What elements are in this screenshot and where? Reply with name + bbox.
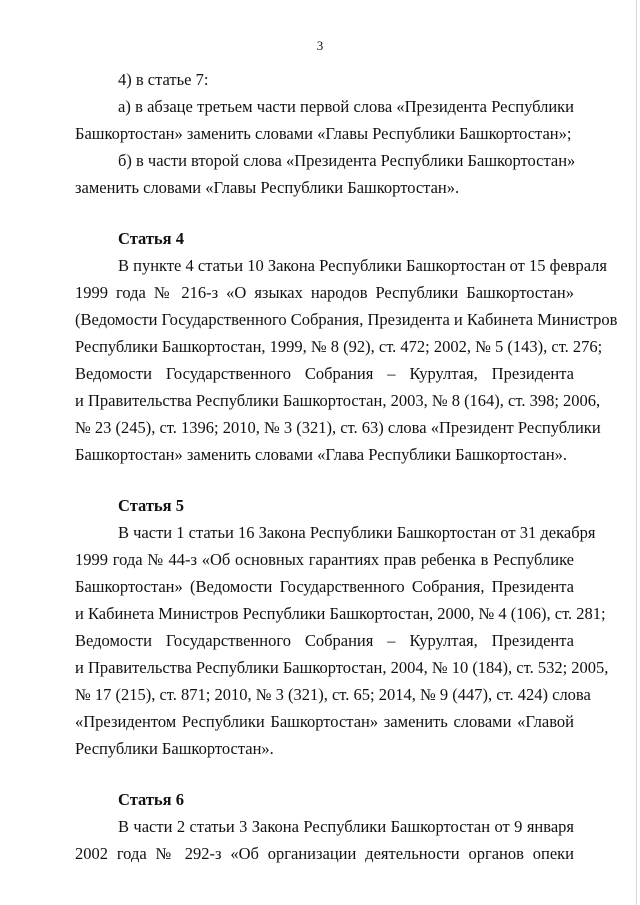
paragraph-line: № 23 (245), ст. 1396; 2010, № 3 (321), ст. 63) слова «Президент Республики: [75, 418, 601, 437]
paragraph-line: и Правительства Республики Башкортостан, 2004, № 10 (184), ст. 532; 2005,: [75, 658, 609, 677]
paragraph-line: Республики Башкортостан, 1999, № 8 (92), ст. 472; 2002, № 5 (143), ст. 276;: [75, 337, 603, 356]
paragraph-line: и Кабинета Министров Республики Башкортостан, 2000, № 4 (106), ст. 281;: [75, 604, 606, 623]
paragraph-line: В части 2 статьи 3 Закона Республики Башкортостан от 9 января: [118, 817, 574, 836]
list-item-text: 4) в статье 7:: [118, 70, 209, 89]
page-edge-line: [636, 0, 637, 905]
paragraph-line: Ведомости Государственного Собрания – Курултая, Президента: [75, 631, 574, 650]
paragraph-line: Башкортостан» (Ведомости Государственного Собрания, Президента: [75, 577, 574, 596]
article-heading: Статья 6: [118, 790, 184, 809]
paragraph-line: Башкортостан» заменить словами «Глава Республики Башкортостан».: [75, 445, 568, 464]
paragraph-line: (Ведомости Государственного Собрания, Президента и Кабинета Министров: [75, 310, 618, 329]
paragraph-line: 1999 года № 216-з «О языках народов Республики Башкортостан»: [75, 283, 574, 302]
paragraph-line: В пункте 4 статьи 10 Закона Республики Башкортостан от 15 февраля: [118, 256, 607, 275]
article-heading: Статья 5: [118, 496, 184, 515]
page-number: 3: [316, 38, 324, 53]
paragraph-line: В части 1 статьи 16 Закона Республики Башкортостан от 31 декабря: [118, 523, 596, 542]
paragraph-line: 2002 года № 292-з «Об организации деятельности органов опеки: [75, 844, 574, 863]
paragraph-line: а) в абзаце третьем части первой слова «Президента Республики: [118, 97, 574, 116]
paragraph-line: Ведомости Государственного Собрания – Курултая, Президента: [75, 364, 574, 383]
paragraph-line: № 17 (215), ст. 871; 2010, № 3 (321), ст. 65; 2014, № 9 (447), ст. 424) слова: [75, 685, 591, 704]
paragraph-line: Башкортостан» заменить словами «Главы Республики Башкортостан»;: [75, 124, 572, 143]
paragraph-line: Республики Башкортостан».: [75, 739, 274, 758]
paragraph-line: б) в части второй слова «Президента Республики Башкортостан»: [118, 151, 576, 170]
article-heading: Статья 4: [118, 229, 184, 248]
paragraph-line: 1999 года № 44-з «Об основных гарантиях прав ребенка в Республике: [75, 550, 574, 569]
paragraph-line: и Правительства Республики Башкортостан, 2003, № 8 (164), ст. 398; 2006,: [75, 391, 601, 410]
paragraph-line: «Президентом Республики Башкортостан» заменить словами «Главой: [75, 712, 574, 731]
paragraph-line: заменить словами «Главы Республики Башкортостан».: [75, 178, 460, 197]
